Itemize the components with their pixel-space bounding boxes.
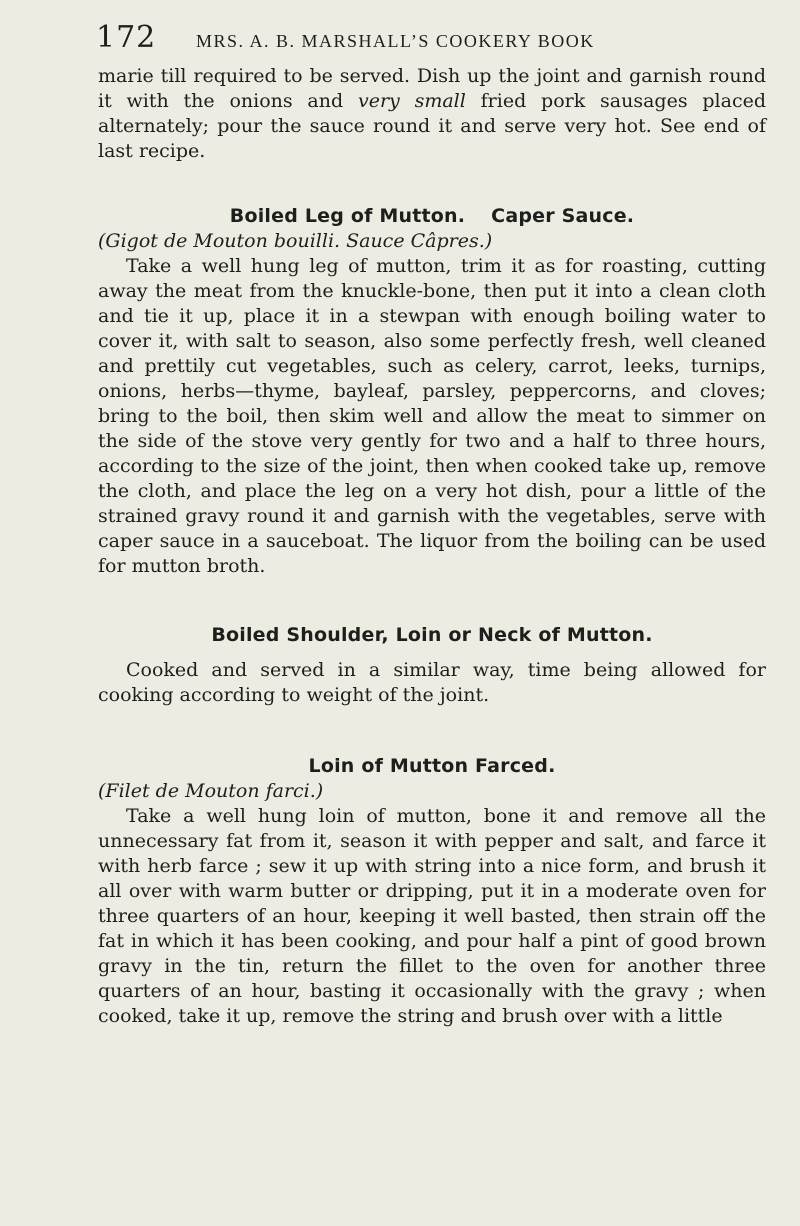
running-head: MRS. A. B. MARSHALL’S COOKERY BOOK <box>196 31 595 51</box>
page-number: 172 <box>96 20 157 55</box>
recipe-body-boiled-leg: Take a well hung leg of mutton, trim it as for roasting, cutting away the meat from the knuckle-bone, then put it into a clean cloth and tie it up, place it in a stewpan with enough boiling water to cover it, with salt to season, also some perfectly fresh, well cleaned and prettily cut vegetables, such as celery, carrot, leeks, turnips, onions, herbs—thyme, bayleaf, parsley, peppercorns, and cloves; bring to the boil, then skim well and allow the meat to simmer on the side of the stove very gently for two and a half to three hours, according to the size of the joint, then when cooked take up, remove the cloth, and place the leg on a very hot dish, pour a little of the strained gravy round it and garnish with the vegetables, serve with caper sauce in a sauceboat. The liquor from the boiling can be used for mutton broth. <box>98 255 766 577</box>
recipe-subtitle-boiled-leg: (Gigot de Mouton bouilli. Sauce Câpres.) <box>98 230 493 252</box>
recipe-body-loin-farced: Take a well hung loin of mutton, bone it and remove all the unnecessary fat from it, season it with pepper and salt, and farce it with herb farce ; sew it up with string into a nice form, and brush it all over with warm butter or dripping, put it in a moderate oven for three quarters of an hour, keeping it well basted, then strain off the fat in which it has been cooking, and pour half a pint of good brown gravy in the tin, return the fillet to the oven for another three quarters of an hour, basting it occasionally with the gravy ; when cooked, take it up, remove the string and brush over with a little <box>98 805 766 1027</box>
recipe-body-boiled-shoulder: Cooked and served in a similar way, time being allowed for cooking according to weight of the joint. <box>98 659 766 706</box>
page-body <box>98 64 766 1029</box>
continuation-paragraph: marie till required to be served. Dish up the joint and garnish round it with the onions and very small fried pork sausages placed alternately; pour the sauce round it and serve very hot. See end of last recipe. <box>98 65 766 162</box>
recipe-title-boiled-leg: Boiled Leg of Mutton. Caper Sauce. <box>229 205 635 227</box>
recipe-title-boiled-shoulder: Boiled Shoulder, Loin or Neck of Mutton. <box>211 624 653 646</box>
recipe-subtitle-loin-farced: (Filet de Mouton farci.) <box>98 780 324 802</box>
emphasis-text: very small <box>357 90 466 112</box>
page-header <box>96 20 660 60</box>
recipe-title-loin-farced: Loin of Mutton Farced. <box>308 755 556 777</box>
